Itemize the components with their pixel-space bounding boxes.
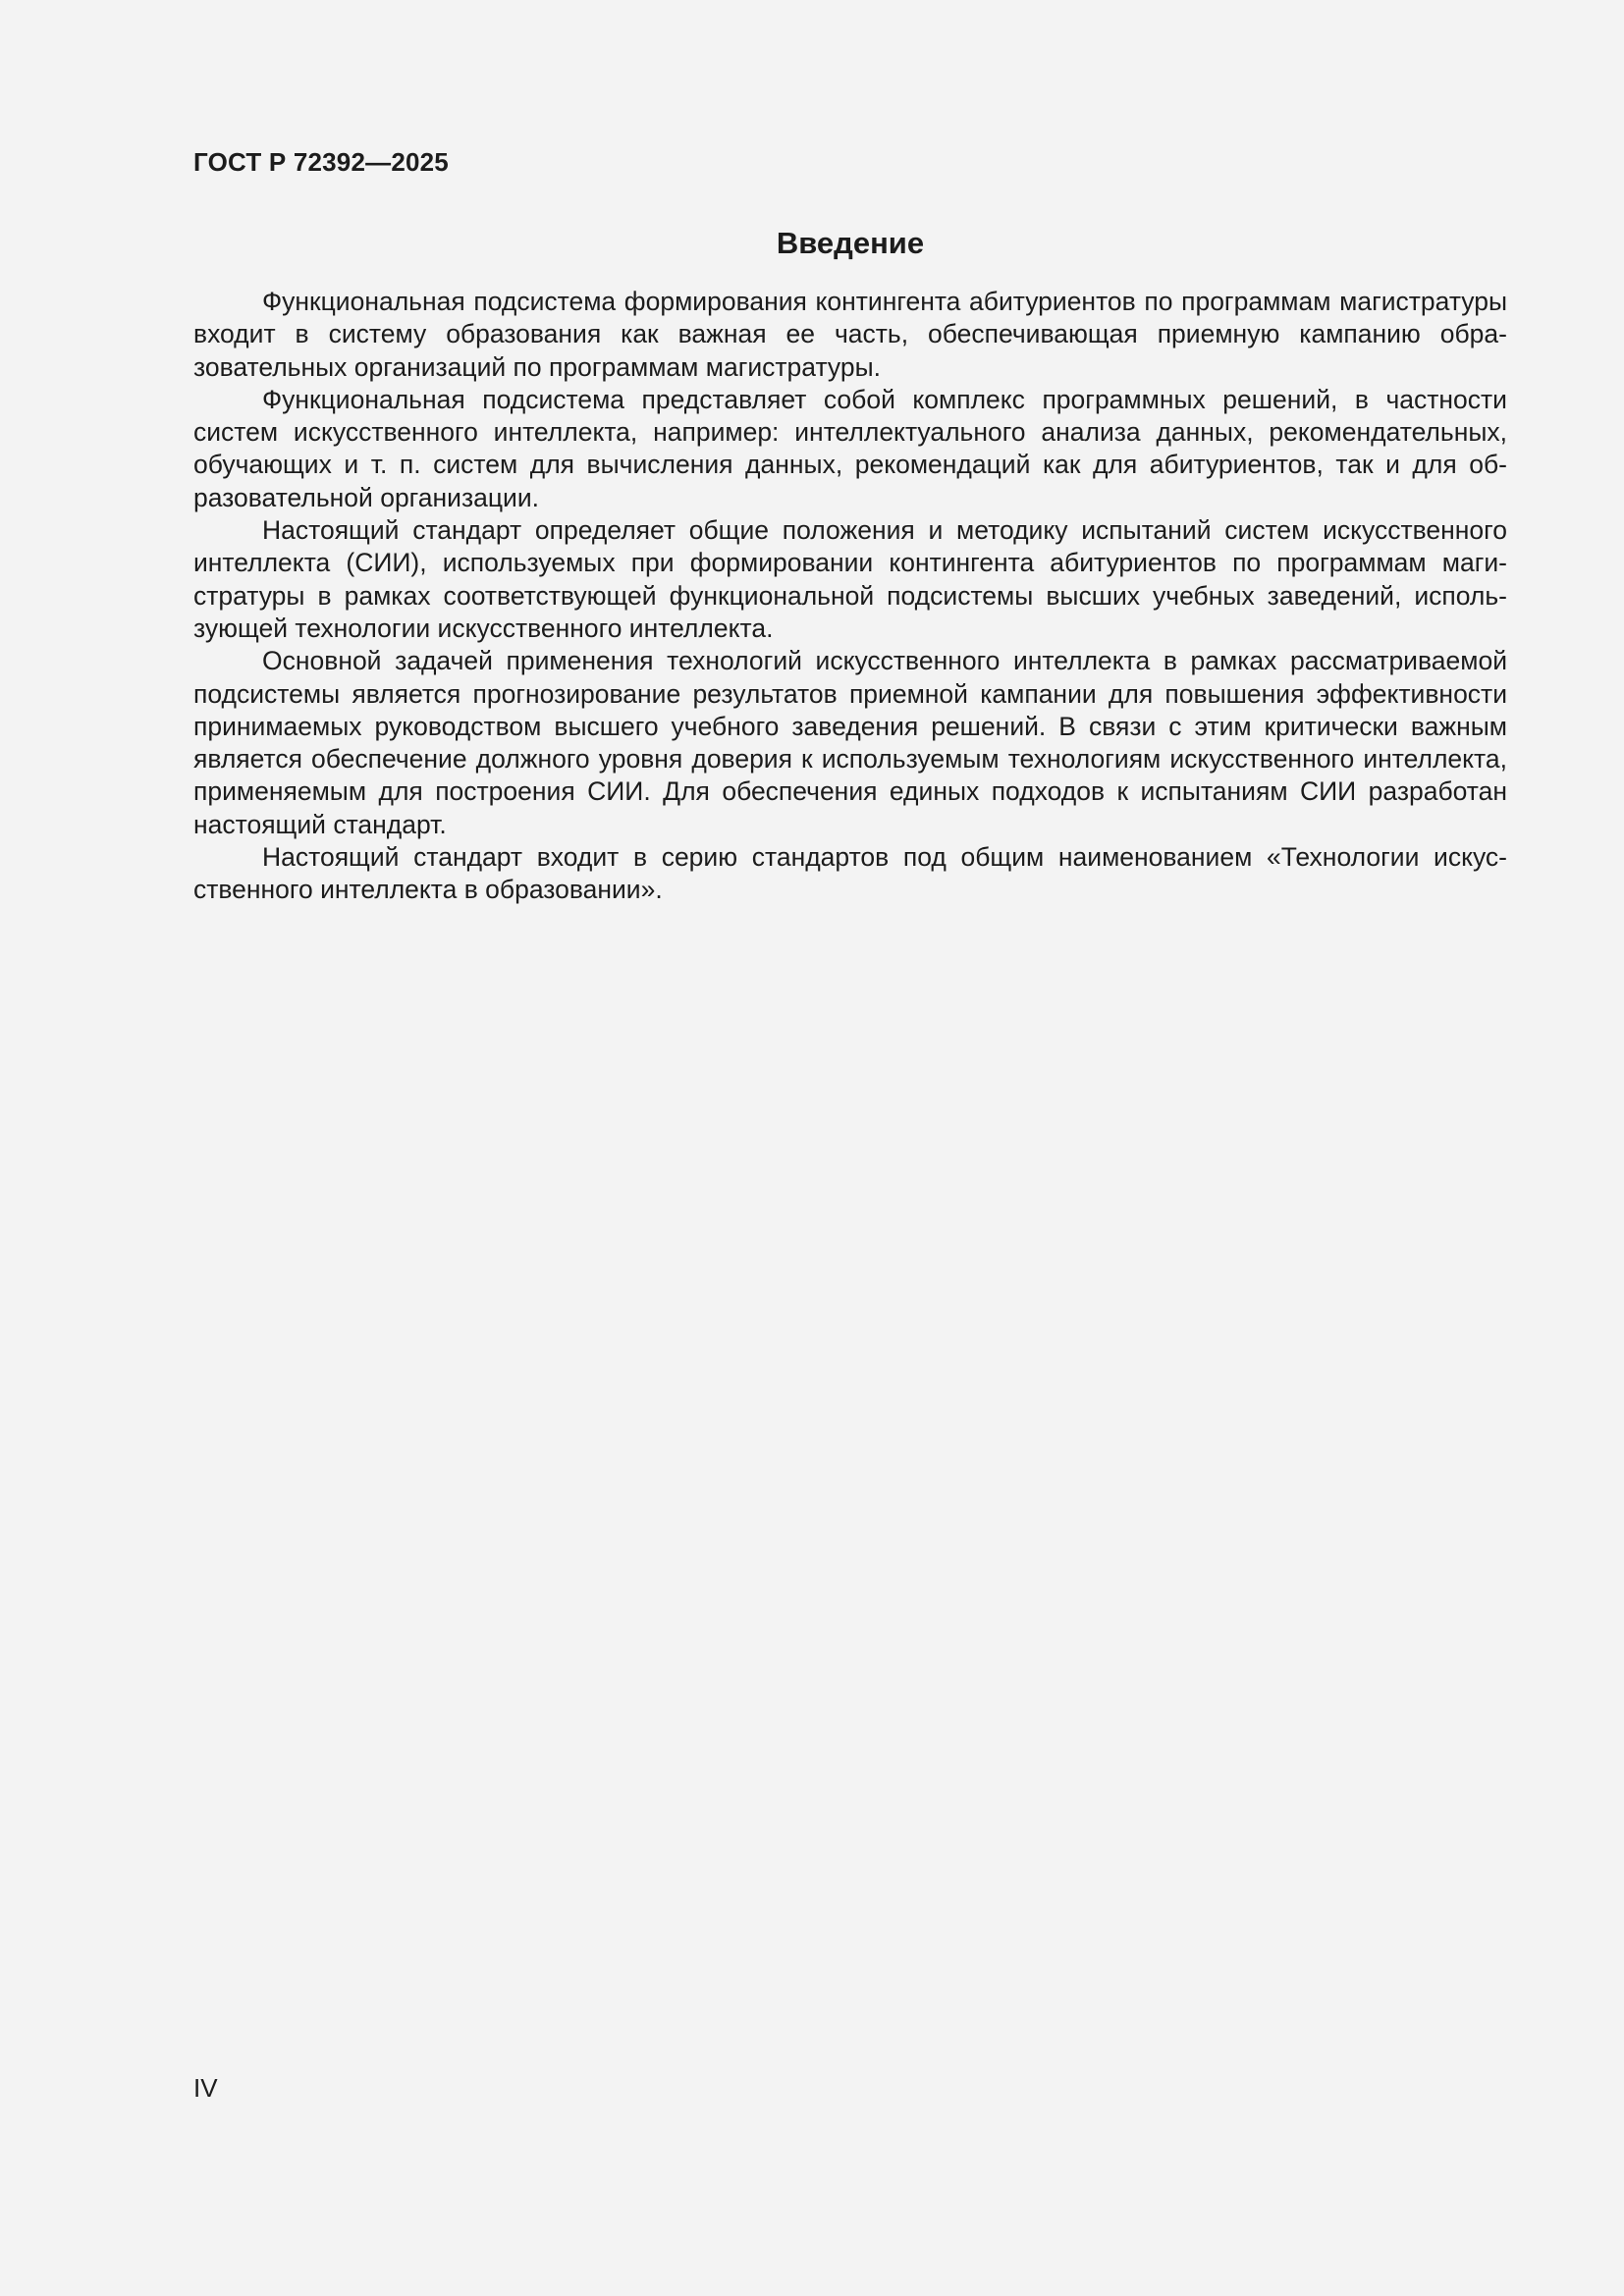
section-title: Введение	[776, 226, 925, 260]
paragraph: Функциональная подсистема формирования контингента абитуриентов по программам магистратуры входит в систему образования как важная ее часть, обеспечивающая приемную кампанию образовательных организаций по программам магистратуры.	[193, 287, 1507, 382]
paragraph: Функциональная подсистема представляет собой комплекс программных решений, в частности систем искусственного интеллекта, например: интеллектуального анализа данных, рекомендательных, обучающих и т. п. систем для вычисления данных, рекомендаций как для абитуриентов, так и для образовательной организации.	[193, 384, 1507, 512]
page-number: IV	[193, 2073, 218, 2103]
body-text	[193, 286, 1507, 907]
document-header: ГОСТ Р 72392—2025	[193, 147, 449, 177]
paragraph: Настоящий стандарт определяет общие положения и методику испытаний систем искусственного интеллекта (СИИ), используемых при формировании контингента абитуриентов по программам магистратуры в рамках соответствующей функциональной подсистемы высших учебных заведений, использующей технологии искусственного интеллекта.	[193, 515, 1507, 643]
paragraph: Основной задачей применения технологий искусственного интеллекта в рамках рассматриваемой подсистемы является прогнозирование результатов приемной кампании для повышения эффективности принимаемых руководством высшего учебного заведения решений. В связи с этим критически важным является обеспечение должного уровня доверия к используемым технологиям искусственного интеллекта, применяемым для построения СИИ. Для обеспечения единых подходов к испытаниям СИИ разработан настоящий стандарт.	[193, 646, 1507, 839]
paragraph: Настоящий стандарт входит в серию стандартов под общим наименованием «Технологии искусственного интеллекта в образовании».	[193, 842, 1507, 905]
